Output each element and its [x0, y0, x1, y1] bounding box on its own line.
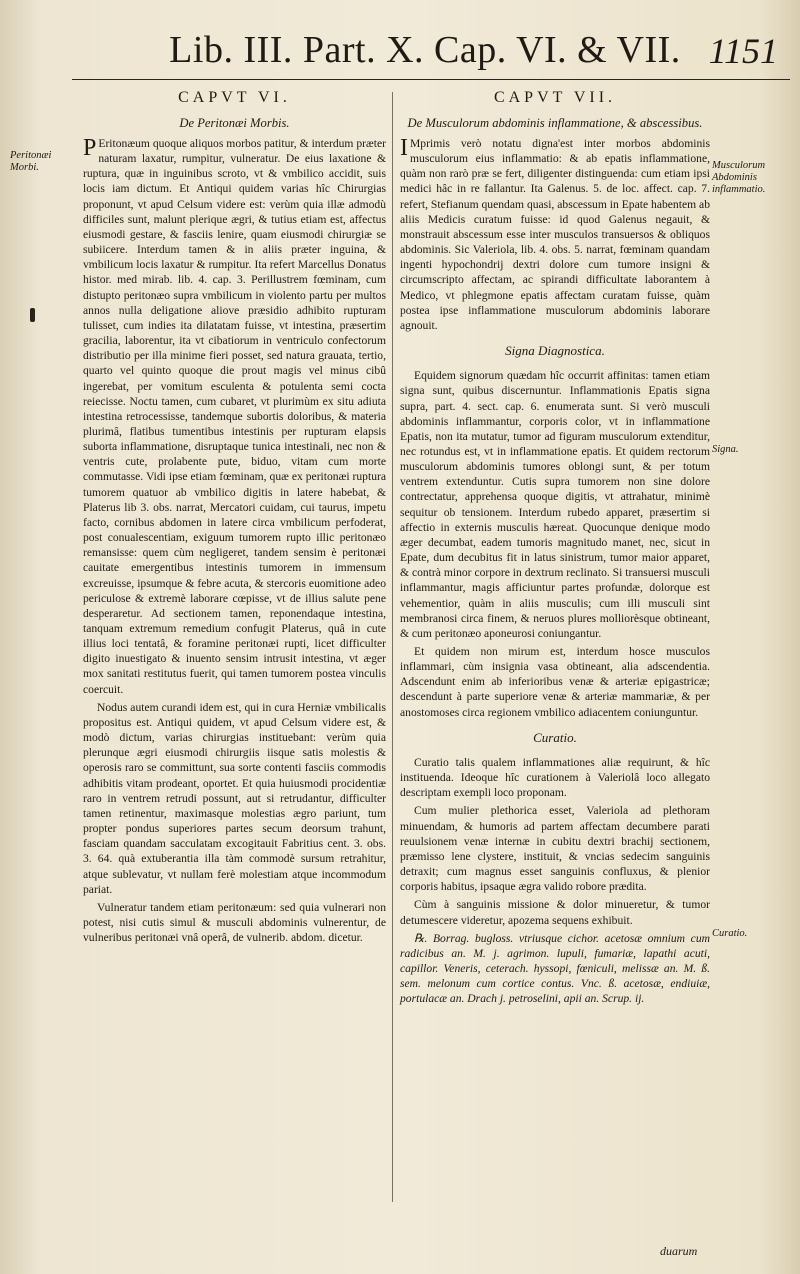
page-number: 1151 — [708, 31, 778, 71]
header-rule — [72, 79, 790, 80]
paragraph: Nodus autem curandi idem est, qui in cura Herniæ vmbilicalis propositus est. Antiqui quidem, vt apud Celsum videre est, & modò dictum, varias chirurgias instituebant: verùm quia plerunque ægri eiusmodi chirurgiis iisque satis molestis & operosis raro se committunt, sua sorte contenti fasciis commodis adhibitis vitam prodeant, oportet. Et quia huiusmodi procidentiæ raro in ventrem retrudi possunt, aut si retrudantur, difficulter tamen retinentur, maximasque molestias ægro pariunt, tum propter pondus superiores partes secum deorsum trahunt, fasciam quandam sacculatam excogitauit Fabritius cent. 3. obs. 3. 64. quà extuberantia illa tàm commodè sursum retrahitur, atque sublevatur, vt nullam ferè molestiam atque incommodum pariat. — [83, 700, 386, 896]
running-header — [60, 28, 790, 74]
left-column — [83, 90, 386, 948]
paragraph: Et quidem non mirum est, interdum hosce musculos inflammari, cùm insignia vasa obtineant, alia adscendentia. Adscendunt enim ab inferioribus venæ & arteriæ epigastricæ; descendunt à parte superiore venæ & arteriæ mammariæ, & per anostomoses circa regionem vmbilico adiacentem coniunguntur. — [400, 645, 710, 719]
section-heading-signa: Signa Diagnostica. — [505, 343, 605, 359]
right-column — [400, 90, 710, 1009]
catchword: duarum — [660, 1244, 698, 1258]
running-title: Lib. III. Part. X. Cap. VI. & VII. — [169, 29, 681, 71]
chapter-title-vii: De Musculorum abdominis inflammatione, & abscessibus. — [407, 116, 703, 130]
ink-blot — [30, 308, 35, 322]
chapter-heading-vii: CAPVT VII. — [493, 89, 617, 106]
paragraph: IMprimis verò notatu digna'est inter morbos abdominis musculorum eius inflammatio: & ab epatis inflammatione, quàm non rarò præ se fert, diligenter distinguenda: cum etiam ipsi medici hâc in re fallantur. Ita Galenus. 5. de loc. affect. cap. 7. refert, Stefianum quendam quasi, abscessum in Epate habentem ab aliis Medicis curatum fuisse: id quod Galenus negauit, & monstrauit abscessum esse inter musculos transuersos & obliquos abdominis. Sic Valeriola, lib. 4. obs. 5. narrat, fœminam quandam ingenti hypochondrij dextri dolore cum tumore insigni & circumscripto affectam, ac spirandi difficultate laborantem à Medico, vt phlegmone epatis affectam curatam fuisse, quàm postea ipse inflammatione musculorum abdominis laborare agnouit. — [400, 135, 710, 332]
paragraph: Equidem signorum quædam hîc occurrit affinitas: tamen etiam signa sunt, quibus discernuntur. Inflammationis Epatis signa supra, part. 4. sect. cap. 6. enumerata sunt. Si verò musculi abdominis inflammantur, corporis color, vt in inflammatione Epatis, non ita mutatur, tumor ad figuram musculorum extenditur, nec rotundus est, vt in inflammatione epatis. Et quidem rectorum musculorum abdominis tumores oblongi sunt, & per totum ventrem extenduntur. Cutis supra tumorem non sine dolore contrectatur, apprehensa quoque digitis, vt attrahatur, minimè sequitur ob tensionem. Interdum rubedo apparet, præsertim si affectio in externis musculis hæreat. Quocunque denique modo æger decumbat, eadem tumoris magnitudo manet, nec, sicut in Epate, dum decubitus fit in latus sinistrum, tumor maior apparet, & contrà minor corpore in dextrum reclinato. Si transuersi musculi inflammantur, magis afficiuntur partes profundæ, dolorque est vehementior, quàm in aliis musculis; cum illi musculi sint membranosi circa finem, & neruos plures molliorèsque obtineant, & cum peritonæo aponeurosi coniungantur. — [400, 369, 710, 640]
chapter-title-vi: De Peritonæi Morbis. — [179, 116, 290, 130]
paragraph: Cùm à sanguinis missione & dolor minueretur, & tumor detumescere videretur, apozema sequens exhibuit. — [400, 898, 710, 927]
margin-note-musculorum: Musculorum Abdominis inflammatio. — [712, 160, 766, 195]
margin-note-curatio: Curatio. — [712, 928, 748, 939]
margin-note-peritonaei: Peritonæi Morbi. — [10, 150, 52, 173]
paragraph: PEritonæum quoque aliquos morbos patitur, & interdum præter naturam laxatur, rumpitur, vulneratur. De eius laxatione & ruptura, quæ in inguinibus scroto, vt & vmbilico accidit, suis locis iam dictum. Et Antiqui quidem varias hîc Chirurgias proponunt, vt apud Celsum videre est: verùm quia illæ admodù difficiles sunt, malunt plerique ægri, & tutius etiam est, affectus eiusmodi gestare, & fasciis lenire, quam eiusmodi chirurgiæ se subiicere. Interdum tamen & in aliis præter inguina, & vmbilicum locis laxatur & rumpitur. Ita refert Marcellus Donatus histor. med mirab. lib. 4. cap. 3. Perillustrem fœminam, cum distupto peritonæo supra vmbilicum in violento partu per multos annos nulla deligatione aliove præsidio adhibito rupturam tulisset, cum indies ita dilatatam fuisse, vt intestina, præsertim gracilia, laborentur, ita vt cibatiorum in ventriculo confectorum distributio per illa minime fieri posset, sed natura grauata, tertio, quarto vel quinto quoque die prout magis vel minus cibû ingerebat, per vomitum esculenta & potulenta semi cocta reiecisse. Noctu tamen, cum cubaret, vt plurimùm ex situ adiuta intestina retrocessisse, tandemque subortis doloribus, & materia plurimâ, flatibus tumentibus intestinis per rupturam elapsis suborta inflammatione, disruptaque tunica intestinali, nec non & ventris cute, prolabente pute, biduo, vitam cum morte commutasse. Vidi ipse etiam fœminam, quæ ex peritonæi ruptura tumorem quatuor ab vmbilico digitis in latere habebat, & Platerus lib 3. obs. narrat, Mercatori cuidam, cui taurus, impetu facto, cornibus abdomen in latere circa vmbilicum perfoderat, post conualescentiam, exiguum tumorem rupto illic peritonæo remansisse: quem cùm negligeret, tandem sensim è peritonæi cauitate emergentibus intestinis tumorem in immensum excreuisse, ipsumque & febre acuta, & stercoris euomitione adeo periculose & extremè laborare cœpisse, vt de illius salute pene desperaretur. Ad sectionem tamen, reponendaque intestina, tanquam extremum remedium confugit Platerus, quâ in cute illius loci tentatâ, & foramine peritonæi rupti, licet difficulter digito inuestigato & inuento sensim intrusit intestina, vt æger mox sanitati restitutus fuerit, qui tamen tumorem postea vinculis coercuit. — [83, 135, 386, 696]
margin-note-signa: Signa. — [712, 444, 739, 455]
paragraph: Curatio talis qualem inflammationes aliæ requirunt, & hîc instituenda. Ideoque hîc curationem à Valeriolâ loco allegato descriptam exempli loco proponam. — [400, 755, 710, 800]
paragraph: Cum mulier plethorica esset, Valeriola ad plethoram minuendam, & humoris ad partem affectam decumbere parati reuulsionem venæ internæ in cubitu dextri brachij sectionem, præmisso lene clystere, instituit, & vncias sedecim sanguinis detraxit; cum magnus esset sanguinis confluxus, & plenior corporis habitus, ipsaque ægra valido robore prædita. — [400, 804, 710, 894]
paragraph: Vulneratur tandem etiam peritonæum: sed quia vulnerari non potest, nisi cutis simul & musculi abdominis vulnerentur, de vulneribus peritonæi vnâ operâ, de vulnerib. abdom. dicetur. — [83, 900, 386, 945]
column-divider — [392, 92, 393, 1202]
chapter-heading-vi: CAPVT VI. — [178, 89, 291, 106]
section-heading-curatio: Curatio. — [533, 729, 577, 745]
recipe-paragraph: ℞. Borrag. bugloss. vtriusque cichor. acetosæ omnium cum radicibus an. M. j. agrimon. lupuli, fumariæ, lapathi acuti, capillor. Veneris, ceterach. hyssopi, fœniculi, melissæ an. M. ß. sem. melonum cum cortice contus. Vnc. ß. acetosæ, endiuiæ, portulacæ an. Drach j. petroselini, apii an. Scrup. ij. — [400, 931, 710, 1006]
